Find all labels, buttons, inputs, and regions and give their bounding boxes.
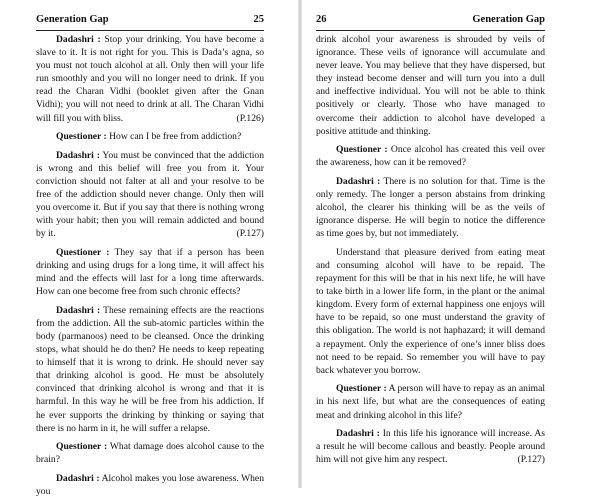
continuation-paragraph: drink alcohol your awareness is shrouded by veils of ignorance. These veils of ignorance will accumulate and never leave. You may believe that they have dispersed, but they instead become denser and will turn you into a dull and ineffective individual. You will not be able to think positively or clearly. Those who have managed to overcome their addiction to alcohol have developed a positive attitude and thinking. bbox=[316, 34, 545, 137]
paragraph-text: Stop your drinking. You have become a slave to it. It is not right for you. This is Dada’s agna, so you must not touch alcohol at all. Only then will your life run smoothly and you will no longer need to drink. If you read the Charan Vidhi (booklet given after the Gnan Vidhi); you will not need to drink at all. The Charan Vidhi will fill you with bliss. bbox=[36, 34, 264, 124]
speaker-label: Dadashri : bbox=[56, 149, 100, 161]
speaker-label: Questioner : bbox=[56, 246, 110, 258]
paragraph bbox=[316, 175, 545, 240]
right-page-number: 26 bbox=[316, 14, 327, 25]
right-page bbox=[300, 0, 599, 488]
speaker-label: Dadashri : bbox=[56, 34, 101, 45]
page-reference: (P.126) bbox=[236, 112, 264, 124]
paragraph bbox=[36, 304, 264, 435]
paragraph-text: They say that if a person has been drinking and using drugs for a long time, it will affect his mind and the effects will last for a long time afterwards. How can one become free from such chronic effects? bbox=[36, 246, 265, 298]
paragraph-text: In this life his ignorance will increase. As a result he will become callous and beastly. People around him will not give him any respect. bbox=[316, 428, 545, 466]
paragraph-text: These remaining effects are the reactions from the addiction. All the sub-atomic particles within the body (parmanoos) need to be cleansed. Once the drinking stops, what should he do then? He needs to keep repeating to himself that it is wrong to drink. He should never say that drinking alcohol is good. He must be absolutely convinced that drinking alcohol is wrong and that it is harmful. In this way he will be free from his addiction. If he ever supports the drinking by thinking or saying that there is no harm in it, he will suffer a relapse. bbox=[36, 304, 264, 434]
paragraph bbox=[36, 33, 264, 125]
paragraph bbox=[316, 427, 545, 466]
paragraph-text: You must be convinced that the addiction is wrong and this belief will free you from it. Your conviction should not falter at all and your resolve to be free of the addiction should never change. Only then will you overcome it. But if you say that there is nothing wrong with your habit; then you will remain addicted and bound by it. bbox=[36, 149, 264, 240]
paragraph-text: Once alcohol has created this veil over the awareness, how can it be removed? bbox=[316, 144, 545, 169]
left-page bbox=[0, 0, 300, 497]
left-page-body bbox=[36, 33, 264, 504]
speaker-label: Dadashri : bbox=[56, 304, 101, 316]
paragraph bbox=[36, 149, 264, 241]
right-header-title: Generation Gap bbox=[472, 14, 545, 25]
speaker-label: Questioner : bbox=[56, 441, 108, 453]
paragraph-text: There is no solution for that. Time is the only remedy. The longer a person abstains from drinking alcohol, the clearer his thinking will be as the veils of ignorance disperse. He will begin to notice the difference as time goes by, but not immediately. bbox=[316, 175, 545, 240]
left-page-header bbox=[36, 14, 264, 30]
right-page-header bbox=[316, 14, 545, 30]
paragraph-text: Understand that pleasure derived from eating meat and consuming alcohol will have to be repaid. The repayment for this will be that in his next life, he will have to take birth in a lower life form, in the plant or the animal kingdom. Every form of external happiness one enjoys will have to be repaid, so one must understand the gravity of this obligation. The world is not haphazard; it will demand a repayment. Only the experience of one’s inner bliss does not need to be repaid. So remember you will have to pay back whatever you borrow. bbox=[316, 246, 545, 376]
speaker-label: Dadashri : bbox=[336, 175, 381, 187]
speaker-label: Questioner : bbox=[336, 383, 387, 395]
paragraph bbox=[36, 130, 264, 143]
paragraph bbox=[316, 246, 545, 377]
speaker-label: Questioner : bbox=[336, 144, 388, 156]
page-reference: (P.127) bbox=[236, 228, 264, 240]
paragraph bbox=[36, 246, 264, 298]
page-reference: (P.127) bbox=[517, 454, 545, 466]
paragraph-text: Alcohol makes you lose awareness. When you bbox=[36, 472, 264, 497]
paragraph bbox=[36, 440, 264, 466]
paragraph-text: How can I be free from addiction? bbox=[106, 131, 242, 143]
left-header-rule bbox=[36, 30, 264, 31]
paragraph bbox=[316, 143, 545, 169]
left-header-title: Generation Gap bbox=[36, 14, 109, 25]
paragraph-text: A person will have to repay as an animal in his next life, but what are the consequences of eating meat and drinking alcohol in this life? bbox=[316, 383, 545, 421]
speaker-label: Dadashri : bbox=[336, 428, 380, 440]
paragraph bbox=[316, 382, 545, 421]
speaker-label: Dadashri : bbox=[56, 472, 100, 484]
paragraph-text: What damage does alcohol cause to the brain? bbox=[36, 441, 264, 466]
paragraph bbox=[36, 472, 264, 498]
right-page-body bbox=[316, 33, 545, 472]
left-page-number: 25 bbox=[253, 14, 264, 25]
right-header-rule bbox=[316, 30, 545, 31]
speaker-label: Questioner : bbox=[56, 131, 107, 143]
